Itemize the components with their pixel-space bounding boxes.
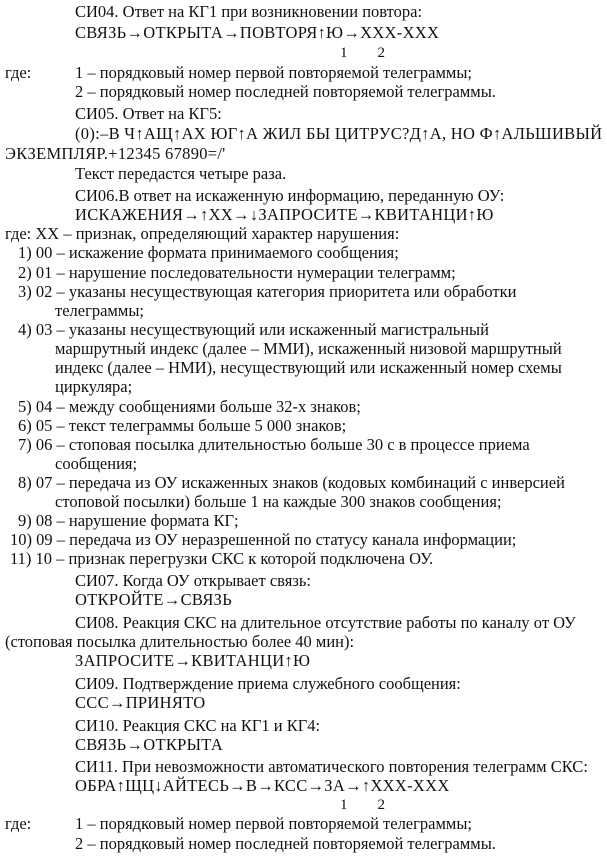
si04-note-2: 2 – порядковый номер последней повторяемой телеграммы. (75, 82, 496, 101)
si06-code: ИСКАЖЕНИЯ→↑ХХ→↓ЗАПРОСИТЕ→КВИТАНЦИ↑Ю (75, 205, 494, 224)
si08-heading: СИ08. Реакция СКС на длительное отсутствие работы по каналу от ОУ (75, 613, 576, 632)
si04-code: СВЯЗЬ→ОТКРЫТА→ПОВТОРЯ↑Ю→ХХХ-ХХХ (75, 23, 440, 42)
si04-note-1: 1 – порядковый номер первой повторяемой телеграммы; (75, 63, 473, 82)
si06-item-3-cont: телеграммы; (55, 301, 144, 320)
si06-item-4: 4) 03 – указаны несуществующий или искаженный магистральный (18, 320, 489, 339)
where-label: где: (5, 63, 32, 82)
si06-item-11: 11) 10 – признак перегрузки СКС к которой подключена ОУ. (10, 549, 434, 568)
si07-code: ОТКРОЙТЕ→СВЯЗЬ (75, 590, 233, 609)
si06-item-4-cont-2: индекс (далее – НМИ), несуществующий или искаженный номер схемы (55, 358, 562, 377)
si06-item-4-cont-3: циркуляра; (55, 377, 133, 396)
si06-item-2: 2) 01 – нарушение последовательности нумерации телеграмм; (18, 263, 456, 282)
si06-where: где: XX – признак, определяющий характер нарушения: (5, 224, 400, 243)
si06-item-1: 1) 00 – искажение формата принимаемого сообщения; (18, 243, 399, 262)
si06-item-10: 10) 09 – передача из ОУ неразрешенной по статусу канала информации; (10, 530, 517, 549)
si05-code-line-1: (0):–В Ч↑АЩ↑АХ ЮГ↑А ЖИЛ БЫ ЦИТРУС?Д↑А, НО Ф↑АЛЬШИВЫЙ (75, 124, 603, 143)
si11-note-2: 2 – порядковый номер последней повторяемой телеграммы. (75, 834, 496, 853)
si06-heading: СИ06.В ответ на искаженную информацию, переданную ОУ: (75, 186, 505, 205)
si07-heading: СИ07. Когда ОУ открывает связь: (75, 571, 311, 590)
si06-item-8: 8) 07 – передача из ОУ искаженных знаков (кодовых комбинаций с инверсией (18, 473, 565, 492)
si08-code: ЗАПРОСИТЕ→КВИТАНЦИ↑Ю (75, 651, 311, 670)
si05-note: Текст передастся четыре раза. (75, 164, 287, 183)
si06-item-7-cont: сообщения; (55, 454, 138, 473)
si06-item-4-cont-1: маршрутный индекс (далее – ММИ), искаженный низовой маршрутный (55, 339, 562, 358)
where-label-2: где: (5, 814, 32, 833)
si10-code: СВЯЗЬ→ОТКРЫТА (75, 735, 224, 754)
si11-code: ОБРА↑ЩЦ↓АЙТЕСЬ→В→КСС→ЗА→↑ХХХ-ХХХ (75, 776, 450, 795)
si11-note-1: 1 – порядковый номер первой повторяемой телеграммы; (75, 814, 473, 833)
si11-heading: СИ11. При невозможности автоматического повторения телеграмм СКС: (75, 757, 588, 776)
si05-code-line-2: ЭКЗЕМПЛЯР.+12345 67890=/' (5, 144, 226, 163)
si06-item-7: 7) 06 – стоповая посылка длительностью больше 30 с в процессе приема (18, 435, 530, 454)
si06-item-3: 3) 02 – указаны несуществующая категория приоритета или обработки (18, 282, 517, 301)
si04-heading: СИ04. Ответ на КГ1 при возникновении повтора: (75, 2, 423, 21)
si05-heading: СИ05. Ответ на КГ5: (75, 104, 222, 123)
si06-item-8-cont: стоповой посылки) больше 1 на каждые 300 знаков сообщения; (55, 492, 502, 511)
si04-index-numbers: 1 2 (340, 45, 385, 61)
si11-index-numbers: 1 2 (340, 797, 385, 813)
si09-heading: СИ09. Подтверждение приема служебного сообщения: (75, 674, 461, 693)
si06-item-9: 9) 08 – нарушение формата КГ; (18, 511, 239, 530)
si08-heading-cont: (стоповая посылка длительностью более 40 мин): (5, 632, 355, 651)
si10-heading: СИ10. Реакция СКС на КГ1 и КГ4: (75, 716, 321, 735)
si06-item-6: 6) 05 – текст телеграммы больше 5 000 знаков; (18, 416, 347, 435)
si09-code: ССС→ПРИНЯТО (75, 693, 206, 712)
si06-item-5: 5) 04 – между сообщениями больше 32-х знаков; (18, 397, 361, 416)
